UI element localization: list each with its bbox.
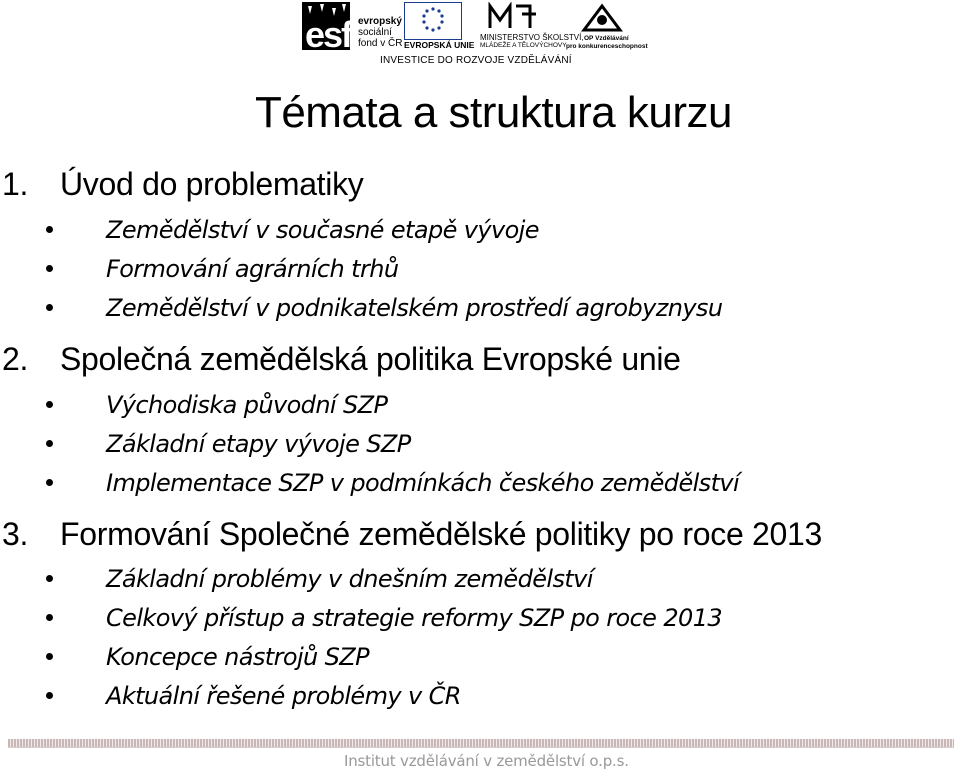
msmt-logo <box>480 2 584 52</box>
bullet-icon <box>46 226 53 233</box>
esf-line-1: evropský <box>358 16 402 27</box>
section-2-number: 2. <box>2 341 29 377</box>
list-item-text: Základní etapy vývoje SZP <box>106 430 411 458</box>
op-logo <box>564 2 648 52</box>
section-1-heading <box>2 166 364 203</box>
section-3-title: Formování Společné zemědělské politiky po roce 2013 <box>60 516 823 552</box>
list-item-text: Formování agrárních trhů <box>106 255 399 283</box>
esf-logo <box>302 2 403 55</box>
list-item-text: Implementace SZP v podmínkách českého zemědělství <box>106 469 740 497</box>
section-1-title: Úvod do problematiky <box>60 166 364 202</box>
list-item-text: Zemědělství v podnikatelském prostředí agrobyznysu <box>106 294 723 322</box>
list-item-text: Zemědělství v současné etapě vývoje <box>106 216 539 244</box>
bullet-icon <box>46 401 53 408</box>
bullet-icon <box>46 440 53 447</box>
esf-line-3: fond v ČR <box>358 38 403 49</box>
section-3-heading <box>2 516 822 553</box>
section-1-number: 1. <box>2 166 29 202</box>
esf-mark: esf <box>305 14 352 55</box>
list-item-text: Východiska původní SZP <box>106 391 388 419</box>
msmt-line-2: MLÁDEŽE A TĚLOVÝCHOVY <box>480 42 567 49</box>
program-tagline: INVESTICE DO ROZVOJE VZDĚLÁVÁNÍ <box>380 55 572 66</box>
msmt-line-1: MINISTERSTVO ŠKOLSTVÍ, <box>480 33 584 42</box>
bullet-icon <box>46 304 53 311</box>
footer-divider <box>8 739 954 747</box>
op-line-2: pro konkurenceschopnost <box>566 43 648 50</box>
bullet-icon <box>46 692 53 699</box>
list-item-text: Koncepce nástrojů SZP <box>106 643 370 671</box>
footer-institution: Institut vzdělávání v zemědělství o.p.s. <box>344 752 629 770</box>
eu-flag-logo <box>404 2 475 52</box>
eu-label: EVROPSKÁ UNIE <box>404 40 475 50</box>
list-item-text: Celkový přístup a strategie reformy SZP po roce 2013 <box>106 604 723 632</box>
section-2-heading <box>2 341 681 378</box>
op-line-1: OP Vzdělávání <box>584 35 629 42</box>
section-2-title: Společná zemědělská politika Evropské unie <box>60 341 681 377</box>
bullet-icon <box>46 653 53 660</box>
bullet-icon <box>46 265 53 272</box>
bullet-icon <box>46 479 53 486</box>
list-item-text: Základní problémy v dnešním zemědělství <box>106 565 593 593</box>
section-3-number: 3. <box>2 516 29 552</box>
list-item-text: Aktuální řešené problémy v ČR <box>106 682 461 710</box>
footer-divider-line <box>8 747 954 748</box>
bullet-icon <box>46 614 53 621</box>
bullet-icon <box>46 575 53 582</box>
esf-line-2: sociální <box>358 27 392 38</box>
page-title: Témata a struktura kurzu <box>254 88 733 137</box>
